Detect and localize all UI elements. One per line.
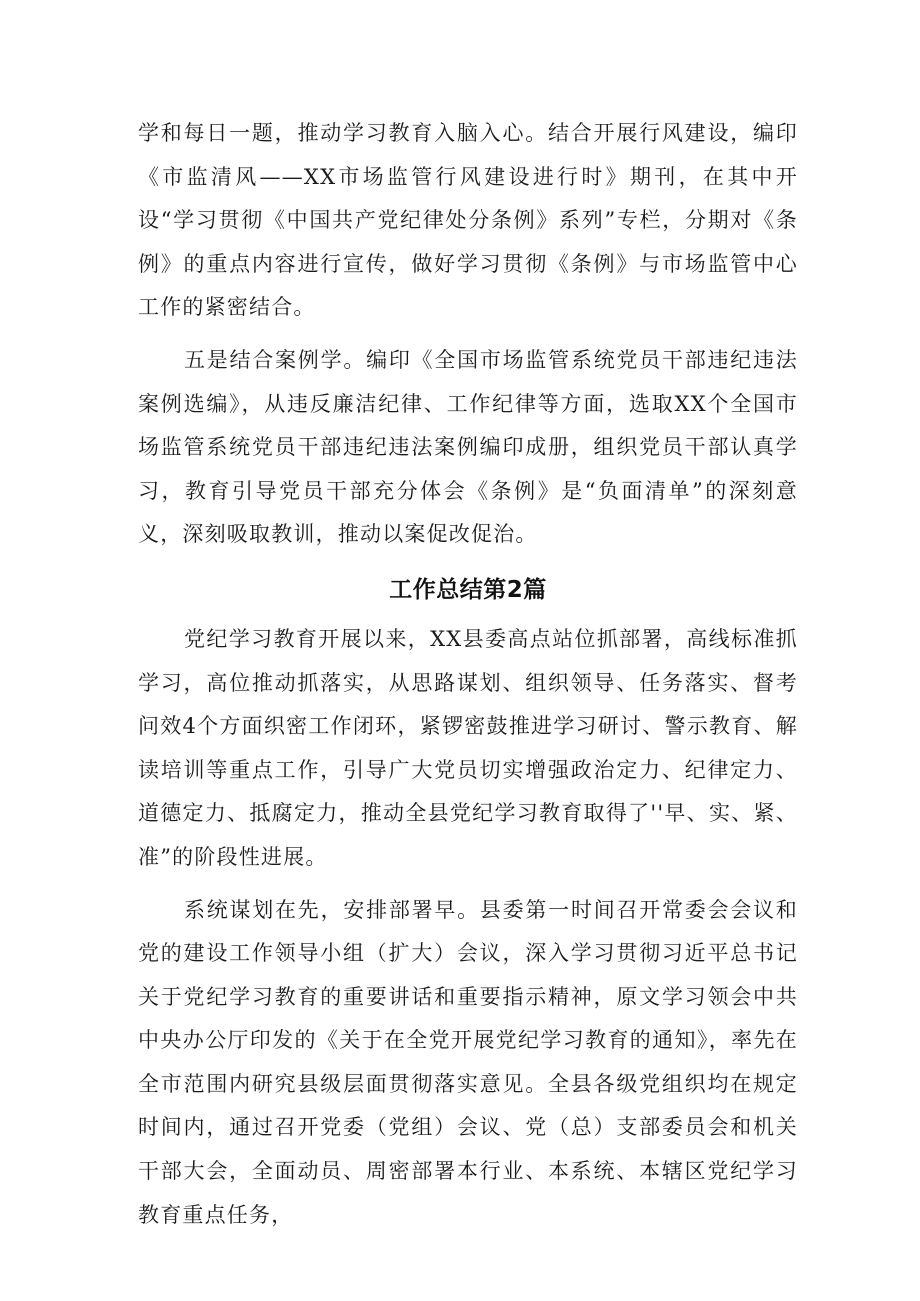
section-heading: 工作总结第2篇: [389, 576, 547, 603]
document-body: [138, 112, 798, 1237]
paragraph-intro: 党纪学习教育开展以来，XX县委高点站位抓部署，高线标准抓学习，高位推动抓落实，从思路谋划、组织领导、任务落实、督考问效4个方面织密工作闭环，紧锣密鼓推进学习研讨、警示教育、解读培训等重点工作，引导广大党员切实增强政治定力、纪律定力、道德定力、抵腐定力，推动全县党纪学习教育取得了''早、实、紧、准”的阶段性进展。: [138, 626, 798, 869]
paragraph-planning: 系统谋划在先，安排部署早。县委第一时间召开常委会会议和党的建设工作领导小组（扩大）会议，深入学习贯彻习近平总书记关于党纪学习教育的重要讲话和重要指示精神，原文学习领会中共中央办公厅印发的《关于在全党开展党纪学习教育的通知》，率先在全市范围内研究县级层面贯彻落实意见。全县各级党组织均在规定时间内，通过召开党委（党组）会议、党（总）支部委员会和机关干部大会，全面动员、周密部署本行业、本系统、本辖区党纪学习教育重点任务，: [138, 897, 798, 1227]
paragraph-case-study: 五是结合案例学。编印《全国市场监管系统党员干部违纪违法案例选编》，从违反廉洁纪律、工作纪律等方面，选取XX个全国市场监管系统党员干部违纪违法案例编印成册，组织党员干部认真学习，教育引导党员干部充分体会《条例》是“负面清单”的深刻意义，深刻吸取教训，推动以案促改促治。: [138, 347, 798, 547]
paragraph-continued: 学和每日一题，推动学习教育入脑入心。结合开展行风建设，编印《市监清风——XX市场监管行风建设进行时》期刊，在其中开设“学习贯彻《中国共产党纪律处分条例》系列”专栏，分期对《条例》的重点内容进行宣传，做好学习贯彻《条例》与市场监管中心工作的紧密结合。: [138, 121, 798, 320]
